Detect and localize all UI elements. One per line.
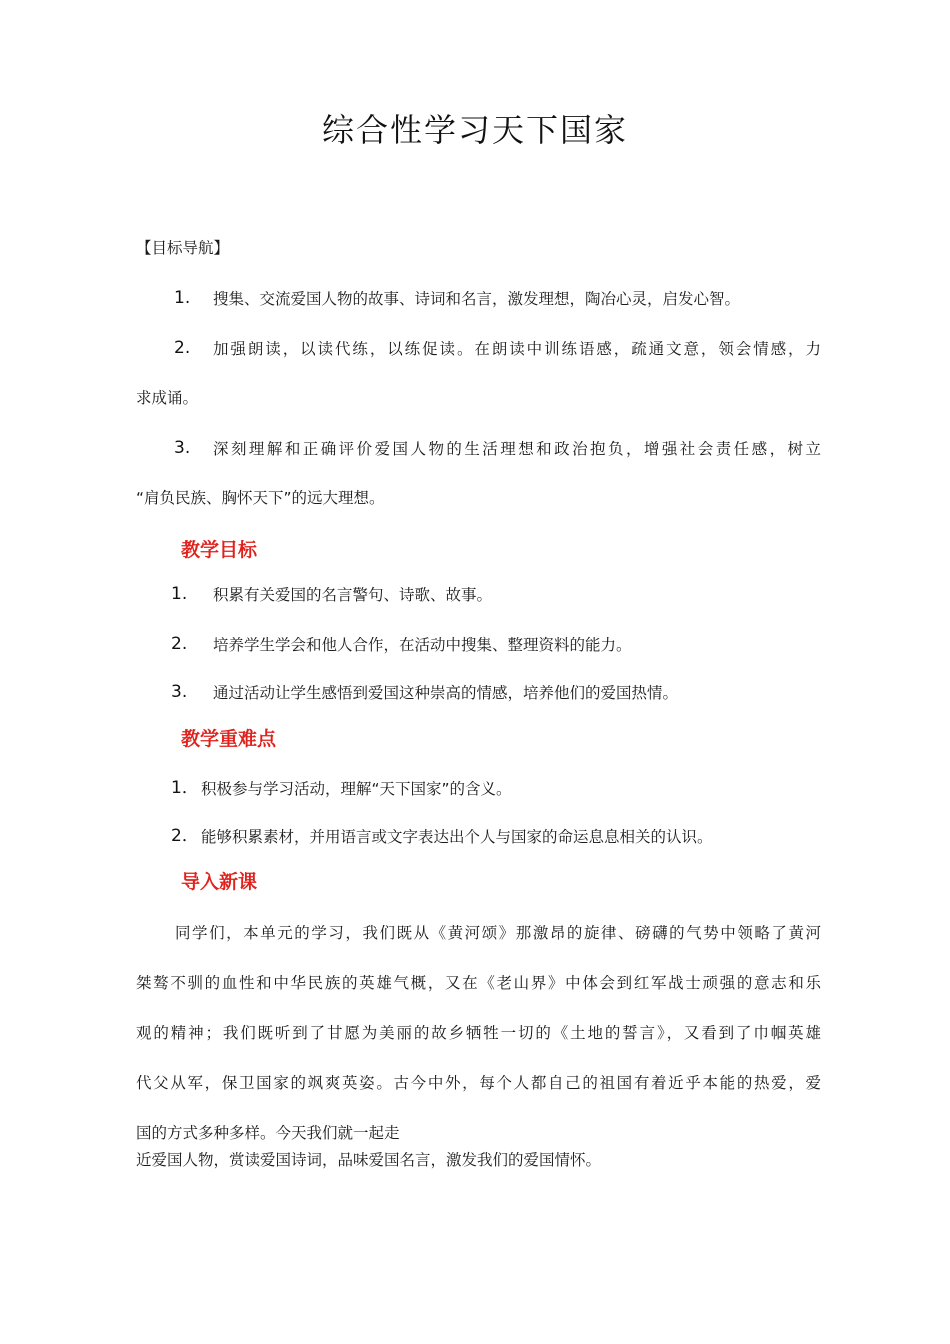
goal-item-2-number: 2.	[171, 634, 188, 654]
teaching-goals-heading: 教学目标	[181, 539, 258, 561]
intro-paragraph-line-5: 国的方式多种多样。今天我们就一起走	[136, 1124, 400, 1142]
nav-item-1-text: 搜集、交流爱国人物的故事、诗词和名言，激发理想，陶冶心灵，启发心智。	[213, 290, 741, 308]
key-point-1-text: 积极参与学习活动，理解“天下国家”的含义。	[201, 780, 512, 798]
nav-item-2-number: 2.	[174, 338, 191, 358]
key-point-2-text: 能够积累素材，并用语言或文字表达出个人与国家的命运息息相关的认识。	[201, 828, 713, 846]
goal-item-1-text: 积累有关爱国的名言警句、诗歌、故事。	[213, 586, 493, 604]
intro-paragraph-line-1: 同学们，本单元的学习，我们既从《黄河颂》那激昂的旋律、磅礴的气势中领略了黄河	[175, 924, 821, 942]
nav-item-2-text-line-2: 求成诵。	[136, 389, 199, 407]
intro-heading: 导入新课	[181, 871, 258, 893]
nav-item-3-text-line-2: “肩负民族、胸怀天下”的远大理想。	[136, 489, 385, 507]
key-points-heading: 教学重难点	[181, 728, 277, 750]
goal-item-2-text: 培养学生学会和他人合作，在活动中搜集、整理资料的能力。	[213, 636, 632, 654]
intro-paragraph-line-6: 近爱国人物，赏读爱国诗词，品味爱国名言，激发我们的爱国情怀。	[136, 1151, 602, 1169]
page-title: 综合性学习天下国家	[321, 111, 628, 149]
goal-item-3-number: 3.	[171, 682, 188, 702]
goal-item-3-text: 通过活动让学生感悟到爱国这种崇高的情感，培养他们的爱国热情。	[213, 684, 679, 702]
intro-paragraph-line-4: 代父从军，保卫国家的飒爽英姿。古今中外，每个人都自己的祖国有着近乎本能的热爱，爱	[136, 1074, 821, 1092]
goal-item-1-number: 1.	[171, 584, 188, 604]
nav-item-1-number: 1.	[174, 288, 191, 308]
nav-item-2-text-line-1: 加强朗读，以读代练，以练促读。在朗读中训练语感，疏通文意，领会情感，力	[213, 340, 821, 358]
nav-item-3-text-line-1: 深刻理解和正确评价爱国人物的生活理想和政治抱负，增强社会责任感，树立	[213, 440, 821, 458]
nav-heading: 【目标导航】	[136, 239, 230, 257]
key-point-2-number: 2．	[171, 826, 199, 846]
nav-item-3-number: 3.	[174, 438, 191, 458]
key-point-1-number: 1．	[171, 778, 199, 798]
intro-paragraph-line-2: 桀骜不驯的血性和中华民族的英雄气概，又在《老山界》中体会到红军战士顽强的意志和乐	[136, 974, 821, 992]
intro-paragraph-line-3: 观的精神；我们既听到了甘愿为美丽的故乡牺牲一切的《土地的誓言》，又看到了巾帼英雄	[136, 1024, 821, 1042]
